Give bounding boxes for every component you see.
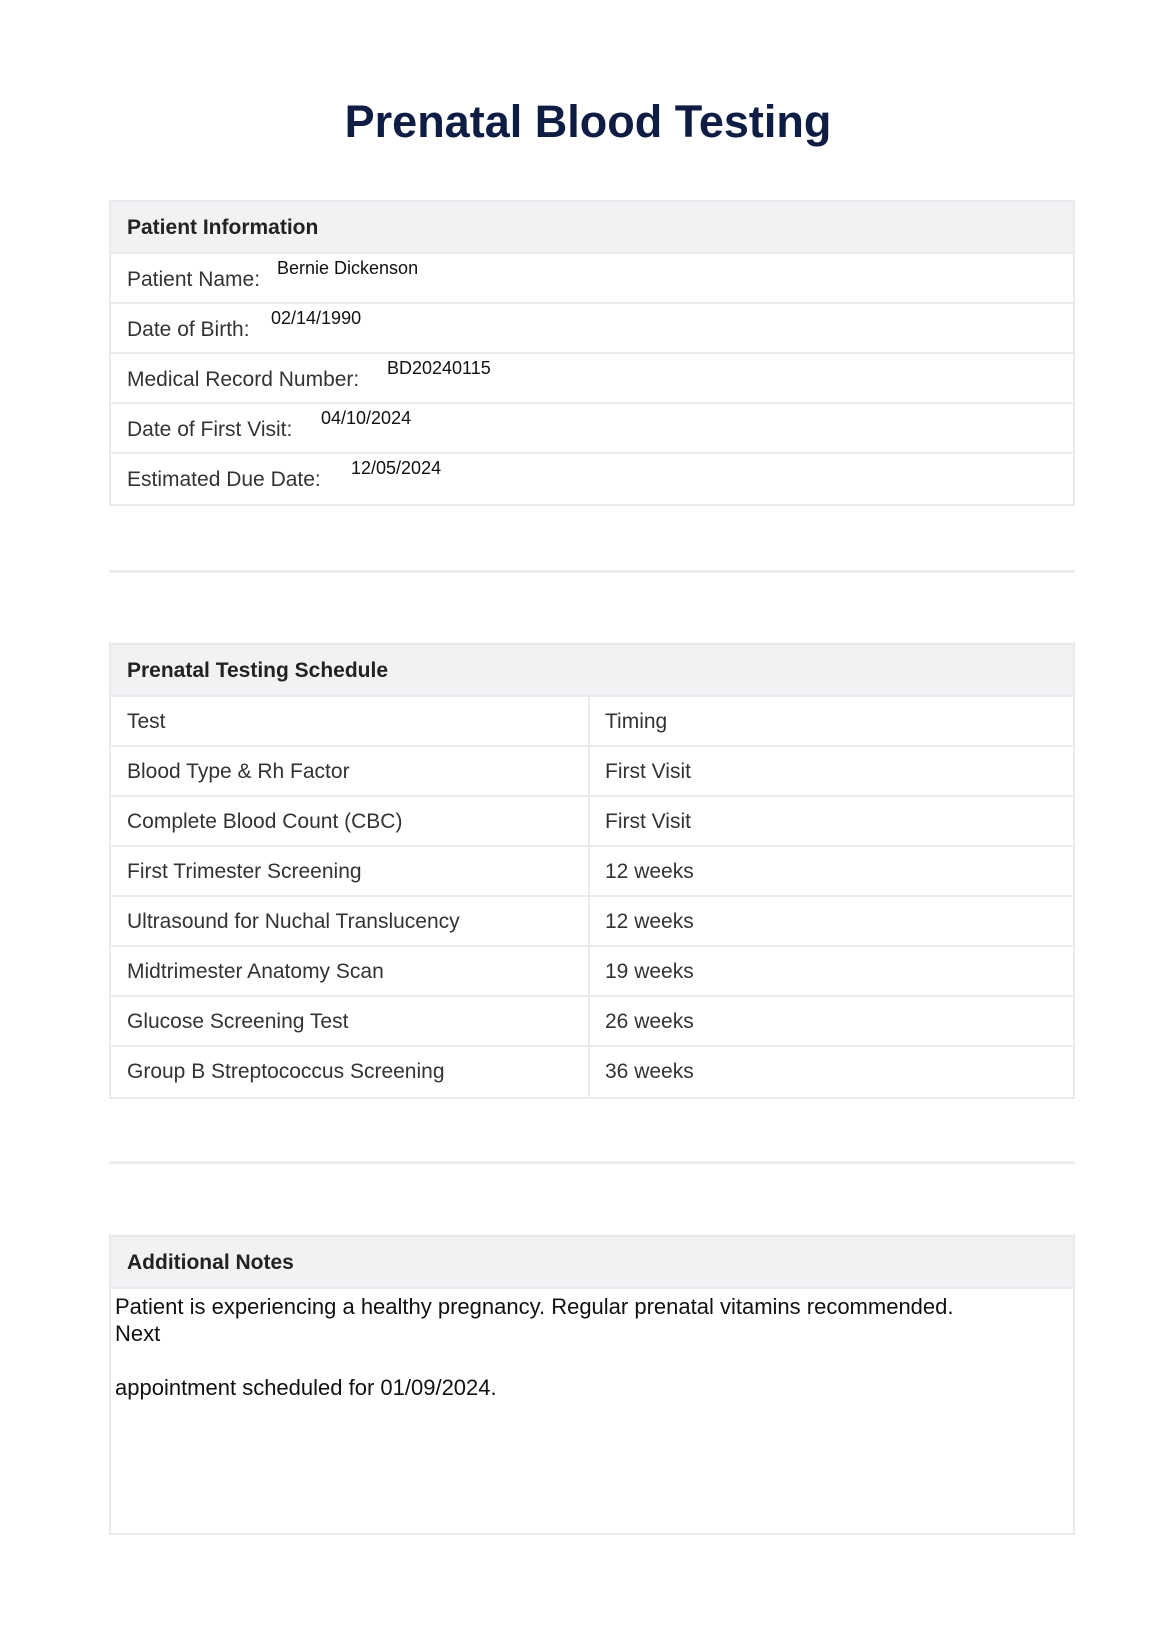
notes-line: Patient is experiencing a healthy pregnancy. Regular prenatal vitamins recommended. — [115, 1294, 954, 1319]
additional-notes-section — [109, 1235, 1075, 1535]
table-header-row — [111, 697, 1073, 747]
field-row — [111, 404, 1073, 454]
table-row — [111, 1047, 1073, 1097]
field-row — [111, 354, 1073, 404]
field-label: Medical Record Number: — [127, 368, 360, 391]
medical-record-number-field[interactable]: BD20240115 — [387, 358, 491, 378]
field-label: Patient Name: — [127, 268, 261, 291]
due-date-field[interactable]: 12/05/2024 — [351, 458, 442, 478]
section-heading: Patient Information — [111, 202, 1073, 254]
patient-name-field[interactable]: Bernie Dickenson — [277, 258, 419, 278]
test-name: Blood Type & Rh Factor — [127, 760, 350, 783]
test-timing: 12 weeks — [605, 910, 694, 933]
date-of-birth-field[interactable]: 02/14/1990 — [271, 308, 362, 328]
section-heading: Additional Notes — [111, 1237, 1073, 1289]
column-header-timing: Timing — [605, 710, 668, 733]
section-heading: Prenatal Testing Schedule — [111, 645, 1073, 697]
notes-line: Next — [115, 1321, 161, 1346]
test-timing: First Visit — [605, 760, 691, 783]
table-row — [111, 847, 1073, 897]
test-name: Group B Streptococcus Screening — [127, 1060, 445, 1083]
test-timing: First Visit — [605, 810, 691, 833]
field-label: Date of First Visit: — [127, 418, 293, 441]
field-row — [111, 254, 1073, 304]
notes-line: appointment scheduled for 01/09/2024. — [115, 1375, 497, 1400]
field-label: Estimated Due Date: — [127, 468, 321, 491]
test-timing: 19 weeks — [605, 960, 694, 983]
test-name: Midtrimester Anatomy Scan — [127, 960, 384, 983]
field-label: Date of Birth: — [127, 318, 250, 341]
test-timing: 26 weeks — [605, 1010, 694, 1033]
page-title: Prenatal Blood Testing — [344, 96, 832, 147]
first-visit-field[interactable]: 04/10/2024 — [321, 408, 412, 428]
test-name: Ultrasound for Nuchal Translucency — [127, 910, 460, 933]
field-row — [111, 454, 1073, 504]
column-header-test: Test — [127, 710, 166, 733]
table-row — [111, 747, 1073, 797]
table-row — [111, 947, 1073, 997]
notes-field[interactable] — [111, 1289, 1073, 1401]
testing-schedule-section — [109, 643, 1075, 1099]
test-name: First Trimester Screening — [127, 860, 362, 883]
test-name: Complete Blood Count (CBC) — [127, 810, 403, 833]
table-row — [111, 797, 1073, 847]
table-row — [111, 897, 1073, 947]
table-row — [111, 997, 1073, 1047]
divider — [109, 570, 1075, 573]
field-row — [111, 304, 1073, 354]
test-timing: 36 weeks — [605, 1060, 694, 1083]
test-name: Glucose Screening Test — [127, 1010, 349, 1033]
test-timing: 12 weeks — [605, 860, 694, 883]
patient-information-section — [109, 200, 1075, 506]
divider — [109, 1161, 1075, 1164]
